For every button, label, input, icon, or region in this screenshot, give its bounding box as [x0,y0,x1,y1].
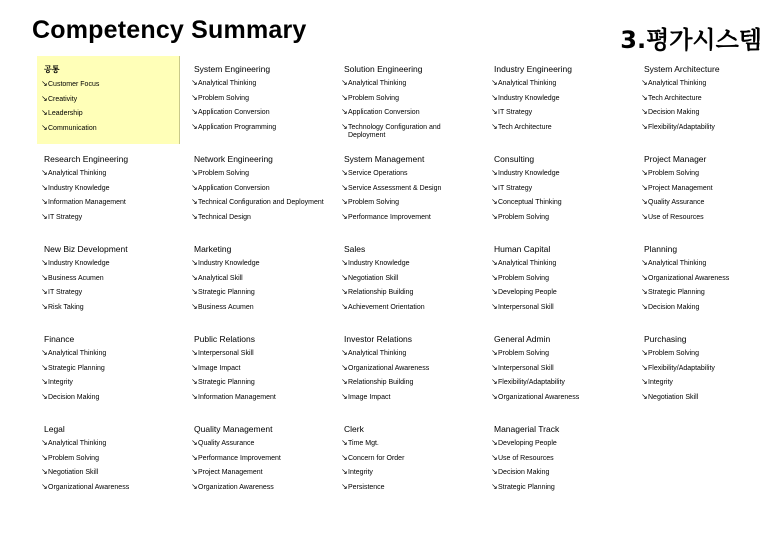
competency-item: ↘ Organizational Awareness [44,484,178,492]
competency-item: ↘ Strategic Planning [194,289,328,297]
competency-card [191,240,331,324]
competency-item: ↘ Integrity [644,379,778,387]
competency-item: ↘ Quality Assurance [644,199,778,207]
competency-card [491,420,631,504]
competency-item: ↘ Problem Solving [344,199,478,207]
competency-item: ↘ Decision Making [644,304,778,312]
competency-item: ↘ Leadership [44,110,176,118]
competency-item: ↘ Risk Taking [44,304,178,312]
competency-item: ↘ Conceptual Thinking [494,199,628,207]
card-heading: Purchasing [644,334,687,344]
competency-card [491,240,631,324]
competency-item: ↘ Technology Configuration and Deployment [344,124,478,140]
competency-item: ↘ Analytical Thinking [344,350,478,358]
competency-item: ↘ Integrity [344,469,478,477]
competency-item: ↘ Image Impact [344,394,478,402]
competency-item: ↘ Application Programming [194,124,328,132]
competency-item: ↘ Problem Solving [644,350,778,358]
competency-item: ↘ Use of Resources [494,455,628,463]
card-heading: 공통 [44,65,60,74]
page-title: Competency Summary [32,16,307,44]
competency-item: ↘ Strategic Planning [494,484,628,492]
competency-card [341,330,481,414]
competency-item: ↘ Analytical Thinking [44,440,178,448]
competency-item: ↘ Technical Configuration and Deployment [194,199,328,207]
competency-item: ↘ Analytical Thinking [644,80,778,88]
competency-card [491,150,631,234]
competency-item: ↘ Flexibility/Adaptability [644,365,778,373]
competency-item: ↘ Developing People [494,289,628,297]
competency-item: ↘ Industry Knowledge [44,185,178,193]
competency-item: ↘ Relationship Building [344,379,478,387]
card-heading: Solution Engineering [344,64,423,74]
competency-item: ↘ Organizational Awareness [344,365,478,373]
competency-item: ↘ Problem Solving [494,214,628,222]
competency-card [641,60,780,144]
competency-item: ↘ Decision Making [494,469,628,477]
competency-item: ↘ Problem Solving [194,95,328,103]
competency-item: ↘ Negotiation Skill [44,469,178,477]
competency-item: ↘ Information Management [194,394,328,402]
competency-item: ↘ Analytical Skill [194,275,328,283]
card-heading: System Management [344,154,425,164]
competency-card [341,150,481,234]
competency-item: ↘ Problem Solving [344,95,478,103]
competency-item: ↘ Organizational Awareness [644,275,778,283]
competency-item: ↘ Strategic Planning [194,379,328,387]
competency-item: ↘ Flexibility/Adaptability [644,124,778,132]
competency-item: ↘ Industry Knowledge [344,260,478,268]
competency-item: ↘ Interpersonal Skill [494,304,628,312]
competency-item: ↘ Analytical Thinking [194,80,328,88]
competency-item: ↘ Industry Knowledge [44,260,178,268]
card-heading: New Biz Development [44,244,128,254]
card-heading: Human Capital [494,244,551,254]
competency-item: ↘ Analytical Thinking [644,260,778,268]
card-heading: Marketing [194,244,232,254]
competency-item: ↘ Strategic Planning [44,365,178,373]
card-heading: Consulting [494,154,535,164]
competency-item: ↘ Persistence [344,484,478,492]
competency-item: ↘ Problem Solving [44,455,178,463]
competency-card [341,420,481,504]
card-heading: Quality Management [194,424,273,434]
competency-item: ↘ Information Management [44,199,178,207]
card-heading: Managerial Track [494,424,560,434]
card-heading: Sales [344,244,366,254]
competency-card [37,56,180,144]
competency-item: ↘ Communication [44,125,176,133]
competency-item: ↘ Problem Solving [494,350,628,358]
competency-item: ↘ Problem Solving [644,170,778,178]
competency-item: ↘ Problem Solving [194,170,328,178]
competency-item: ↘ Interpersonal Skill [194,350,328,358]
competency-item: ↘ Analytical Thinking [344,80,478,88]
card-heading: Project Manager [644,154,707,164]
competency-item: ↘ Organizational Awareness [494,394,628,402]
competency-item: ↘ IT Strategy [494,185,628,193]
competency-item: ↘ Relationship Building [344,289,478,297]
competency-card [41,240,181,324]
competency-item: ↘ Industry Knowledge [494,170,628,178]
competency-item: ↘ Organization Awareness [194,484,328,492]
card-heading: Research Engineering [44,154,129,164]
competency-card [341,60,481,144]
competency-item: ↘ Service Assessment & Design [344,185,478,193]
competency-item: ↘ Customer Focus [44,81,176,89]
card-heading: System Architecture [644,64,720,74]
competency-item: ↘ Integrity [44,379,178,387]
competency-grid [41,60,771,530]
competency-item: ↘ Time Mgt. [344,440,478,448]
competency-item: ↘ Project Management [194,469,328,477]
competency-card [191,150,331,234]
competency-item: ↘ Application Conversion [194,109,328,117]
card-heading: General Admin [494,334,551,344]
card-heading: Clerk [344,424,364,434]
competency-item: ↘ Decision Making [644,109,778,117]
competency-item: ↘ Industry Knowledge [194,260,328,268]
card-heading: Legal [44,424,65,434]
competency-item: ↘ Tech Architecture [494,124,628,132]
competency-item: ↘ Strategic Planning [644,289,778,297]
competency-item: ↘ Achievement Orientation [344,304,478,312]
competency-card [41,330,181,414]
competency-item: ↘ Problem Solving [494,275,628,283]
competency-item: ↘ Business Acumen [44,275,178,283]
competency-item: ↘ Technical Design [194,214,328,222]
competency-card [191,420,331,504]
competency-item: ↘ Project Management [644,185,778,193]
competency-card [641,150,780,234]
competency-card [41,150,181,234]
competency-item: ↘ Use of Resources [644,214,778,222]
card-heading: Investor Relations [344,334,413,344]
competency-item: ↘ Analytical Thinking [44,170,178,178]
card-heading: System Engineering [194,64,271,74]
competency-item: ↘ Negotiation Skill [344,275,478,283]
competency-item: ↘ Industry Knowledge [494,95,628,103]
competency-card [641,330,780,414]
competency-item: ↘ IT Strategy [44,214,178,222]
card-heading: Network Engineering [194,154,273,164]
competency-card [491,60,631,144]
competency-item: ↘ Interpersonal Skill [494,365,628,373]
section-title: 3.평가시스템 [620,26,762,54]
card-heading: Finance [44,334,75,344]
competency-item: ↘ Service Operations [344,170,478,178]
competency-item: ↘ Tech Architecture [644,95,778,103]
competency-item: ↘ Performance Improvement [194,455,328,463]
competency-item: ↘ Creativity [44,96,176,104]
card-heading: Public Relations [194,334,255,344]
competency-card [191,60,331,144]
competency-item: ↘ Concern for Order [344,455,478,463]
competency-card [41,420,181,504]
card-heading: Planning [644,244,678,254]
competency-item: ↘ Analytical Thinking [494,80,628,88]
competency-item: ↘ Application Conversion [344,109,478,117]
competency-item: ↘ Quality Assurance [194,440,328,448]
competency-item: ↘ Analytical Thinking [44,350,178,358]
competency-item: ↘ Flexibility/Adaptability [494,379,628,387]
competency-item: ↘ Business Acumen [194,304,328,312]
competency-item: ↘ Analytical Thinking [494,260,628,268]
competency-card [491,330,631,414]
competency-item: ↘ Application Conversion [194,185,328,193]
competency-item: ↘ Performance Improvement [344,214,478,222]
competency-card [341,240,481,324]
competency-item: ↘ Image Impact [194,365,328,373]
competency-card [641,240,780,324]
competency-item: ↘ IT Strategy [494,109,628,117]
competency-item: ↘ Decision Making [44,394,178,402]
competency-item: ↘ Developing People [494,440,628,448]
competency-item: ↘ IT Strategy [44,289,178,297]
card-heading: Industry Engineering [494,64,572,74]
competency-card [191,330,331,414]
competency-item: ↘ Negotiation Skill [644,394,778,402]
